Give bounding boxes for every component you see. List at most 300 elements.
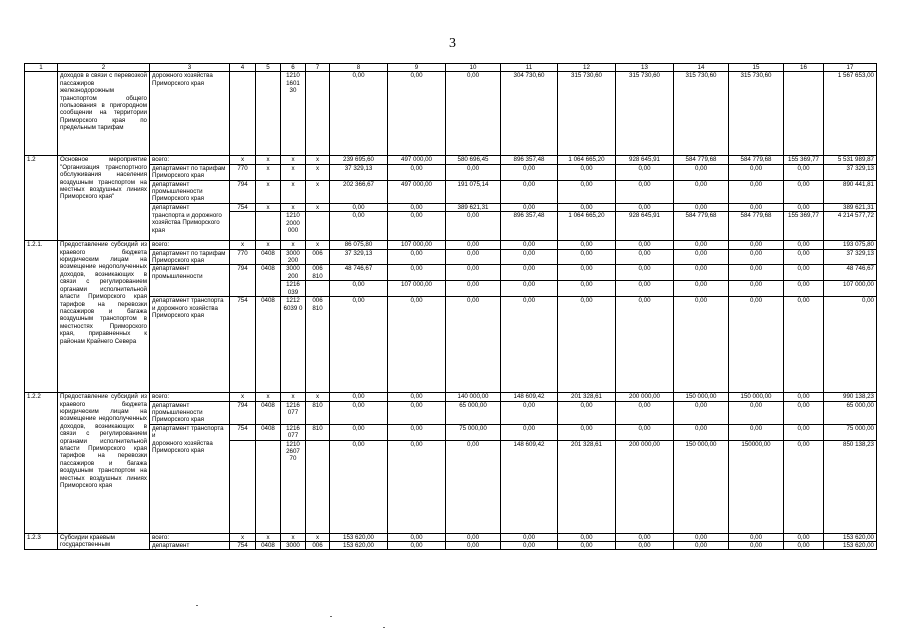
value-cell: 155 369,77 (784, 212, 824, 241)
header-cell: 14 (674, 64, 729, 72)
table-row (25, 72, 877, 156)
header-cell: 11 (501, 64, 558, 72)
value-cell: 0,00 (558, 401, 616, 424)
value-cell: 0,00 (388, 203, 446, 211)
value-cell: 0,00 (330, 393, 388, 401)
code-cell (256, 440, 281, 533)
header-cell: 5 (256, 64, 281, 72)
value-cell: 0,00 (729, 164, 784, 180)
value-cell: 0,00 (558, 424, 616, 440)
code-cell: x (306, 164, 330, 180)
value-cell: 0,00 (729, 180, 784, 203)
code-cell: x (230, 393, 256, 401)
code-cell: 1210 1601 30 (281, 72, 306, 156)
scan-speck (383, 627, 385, 628)
value-cell: 0,00 (616, 297, 674, 393)
total-cell: 153 620,00 (824, 541, 877, 549)
value-cell: 0,00 (616, 541, 674, 549)
table-row (25, 401, 877, 424)
code-cell: x (256, 533, 281, 541)
code-cell (230, 72, 256, 156)
value-cell: 0,00 (784, 424, 824, 440)
value-cell: 0,00 (674, 424, 729, 440)
value-cell: 0,00 (558, 249, 616, 265)
value-cell: 0,00 (616, 241, 674, 249)
department-cell: департамент (150, 203, 230, 211)
code-cell: x (230, 241, 256, 249)
header-cell: 9 (388, 64, 446, 72)
header-cell: 17 (824, 64, 877, 72)
column-number-header (25, 64, 877, 72)
value-cell: 37 329,13 (330, 164, 388, 180)
header-cell: 2 (58, 64, 150, 72)
value-cell: 0,00 (501, 203, 558, 211)
value-cell: 0,00 (616, 164, 674, 180)
value-cell: 153 620,00 (330, 541, 388, 549)
department-cell: всего: (150, 241, 230, 249)
code-cell (306, 440, 330, 533)
code-cell: x (306, 180, 330, 203)
code-cell: x (256, 180, 281, 203)
value-cell: 0,00 (558, 541, 616, 549)
value-cell: 0,00 (501, 297, 558, 393)
code-cell: 1216 077 (281, 401, 306, 424)
value-cell: 0,00 (388, 440, 446, 533)
table-row (25, 203, 877, 211)
value-cell: 0,00 (558, 164, 616, 180)
code-cell: x (306, 156, 330, 164)
value-cell: 928 645,91 (616, 212, 674, 241)
code-cell: 810 (306, 424, 330, 440)
code-cell (306, 72, 330, 156)
value-cell: 148 609,42 (501, 440, 558, 533)
value-cell: 0,00 (388, 541, 446, 549)
value-cell: 0,00 (501, 533, 558, 541)
code-cell: x (256, 241, 281, 249)
code-cell: 3000 200 (281, 249, 306, 265)
department-cell: департамент промышленности Приморского края (150, 180, 230, 203)
code-cell: 0408 (256, 265, 281, 297)
header-cell: 15 (729, 64, 784, 72)
value-cell: 0,00 (616, 203, 674, 211)
total-cell: 5 531 989,87 (824, 156, 877, 164)
total-cell: 890 441,81 (824, 180, 877, 203)
value-cell: 0,00 (674, 249, 729, 265)
department-cell: всего: (150, 533, 230, 541)
value-cell: 0,00 (729, 533, 784, 541)
code-cell: x (281, 393, 306, 401)
total-cell: 850 138,23 (824, 440, 877, 533)
value-cell: 0,00 (674, 401, 729, 424)
value-cell: 0,00 (729, 249, 784, 265)
code-cell: 006 810 (306, 297, 330, 393)
header-cell: 4 (230, 64, 256, 72)
code-cell: 754 (230, 203, 256, 211)
code-cell: 754 (230, 297, 256, 393)
value-cell: 1 064 665,20 (558, 212, 616, 241)
code-cell: 794 (230, 265, 256, 297)
value-cell: 107 000,00 (388, 281, 446, 297)
code-cell: x (306, 241, 330, 249)
item-number-cell: 1.2.2 (25, 393, 58, 533)
header-cell: 1 (25, 64, 58, 72)
department-cell: департамент по тарифам Приморского края (150, 164, 230, 180)
value-cell: 0,00 (330, 212, 388, 241)
value-cell: 0,00 (616, 180, 674, 203)
header-cell: 12 (558, 64, 616, 72)
code-cell: 0408 (256, 424, 281, 440)
code-cell: 810 (306, 401, 330, 424)
table-row (25, 265, 877, 281)
value-cell: 0,00 (501, 241, 558, 249)
value-cell: 0,00 (446, 533, 501, 541)
code-cell: x (230, 533, 256, 541)
value-cell: 0,00 (446, 164, 501, 180)
value-cell: 0,00 (446, 541, 501, 549)
value-cell: 150 000,00 (729, 393, 784, 401)
value-cell: 75 000,00 (446, 424, 501, 440)
value-cell: 201 328,61 (558, 393, 616, 401)
header-cell: 10 (446, 64, 501, 72)
value-cell: 315 730,60 (616, 72, 674, 156)
value-cell: 584 779,68 (729, 212, 784, 241)
value-cell: 0,00 (330, 297, 388, 393)
code-cell: 754 (230, 541, 256, 549)
table-row (25, 533, 877, 541)
value-cell: 0,00 (446, 265, 501, 281)
value-cell: 0,00 (558, 281, 616, 297)
code-cell: 1210 2000 000 (281, 212, 306, 241)
value-cell: 150000,00 (729, 440, 784, 533)
value-cell: 0,00 (501, 541, 558, 549)
value-cell: 148 609,42 (501, 393, 558, 401)
value-cell: 0,00 (446, 212, 501, 241)
value-cell: 0,00 (784, 249, 824, 265)
value-cell: 0,00 (729, 203, 784, 211)
value-cell: 0,00 (558, 265, 616, 281)
value-cell: 0,00 (446, 440, 501, 533)
value-cell: 0,00 (446, 297, 501, 393)
value-cell: 0,00 (388, 265, 446, 281)
header-cell: 7 (306, 64, 330, 72)
code-cell: x (306, 203, 330, 211)
code-cell: x (306, 533, 330, 541)
value-cell: 928 645,91 (616, 156, 674, 164)
department-cell: департамент транспорта и (150, 424, 230, 440)
code-cell: 794 (230, 180, 256, 203)
value-cell: 896 357,48 (501, 212, 558, 241)
budget-table (24, 63, 877, 550)
header-cell: 13 (616, 64, 674, 72)
value-cell: 0,00 (616, 249, 674, 265)
value-cell: 0,00 (501, 249, 558, 265)
value-cell: 0,00 (330, 72, 388, 156)
value-cell: 0,00 (558, 241, 616, 249)
value-cell: 584 779,68 (674, 212, 729, 241)
value-cell: 896 357,48 (501, 156, 558, 164)
value-cell: 0,00 (616, 265, 674, 281)
value-cell: 315 730,60 (729, 72, 784, 156)
code-cell: x (256, 164, 281, 180)
department-cell: транспорта и дорожного хозяйства Приморского края (150, 212, 230, 241)
value-cell: 497 000,00 (388, 180, 446, 203)
value-cell: 0,00 (501, 180, 558, 203)
value-cell: 0,00 (501, 401, 558, 424)
value-cell: 86 075,80 (330, 241, 388, 249)
code-cell: x (256, 203, 281, 211)
code-cell: 1216 039 (281, 281, 306, 297)
code-cell: 794 (230, 401, 256, 424)
code-cell: x (256, 156, 281, 164)
table-row (25, 249, 877, 265)
value-cell: 0,00 (616, 281, 674, 297)
value-cell: 0,00 (784, 393, 824, 401)
table-row (25, 440, 877, 533)
department-cell: дорожного хозяйства Приморского края (150, 72, 230, 156)
item-name-cell: Предоставление субсидий из краевого бюджета юридическим лицам на возмещение недополученных доходов, возникающих в связи с регулированием органами исполнительной власти Приморского края тарифов на перевозки пассажиров и багажа воздушным транспортом в местностях Приморского края, приравненных к районам Крайнего Севера (58, 241, 150, 393)
total-cell: 75 000,00 (824, 424, 877, 440)
table-row (25, 541, 877, 549)
value-cell: 202 366,67 (330, 180, 388, 203)
value-cell: 48 746,67 (330, 265, 388, 281)
value-cell: 0,00 (674, 180, 729, 203)
value-cell: 0,00 (784, 533, 824, 541)
value-cell: 0,00 (784, 265, 824, 281)
value-cell: 0,00 (674, 265, 729, 281)
value-cell: 0,00 (558, 533, 616, 541)
item-name-cell: Основное мероприятие "Организация транспортного обслуживания населения воздушным транспортом на местных воздушных линиях Приморского края" (58, 156, 150, 241)
value-cell: 0,00 (330, 401, 388, 424)
department-cell: департамент по тарифам Приморского края (150, 249, 230, 265)
value-cell: 497 000,00 (388, 156, 446, 164)
value-cell: 0,00 (784, 401, 824, 424)
value-cell: 0,00 (784, 297, 824, 393)
department-cell: департамент промышленности Приморского края (150, 401, 230, 424)
table-row (25, 297, 877, 393)
value-cell: 0,00 (616, 401, 674, 424)
item-name-cell: государственным (58, 541, 150, 549)
code-cell: x (281, 533, 306, 541)
value-cell (784, 72, 824, 156)
table-row (25, 180, 877, 203)
total-cell: 1 567 653,00 (824, 72, 877, 156)
value-cell: 0,00 (784, 541, 824, 549)
code-cell: 3000 200 (281, 265, 306, 281)
value-cell: 0,00 (729, 297, 784, 393)
scan-speck (196, 605, 198, 606)
value-cell: 0,00 (388, 424, 446, 440)
code-cell (230, 212, 256, 241)
code-cell: 0408 (256, 297, 281, 393)
code-cell: x (256, 393, 281, 401)
header-cell: 16 (784, 64, 824, 72)
value-cell: 0,00 (784, 203, 824, 211)
code-cell: 0408 (256, 541, 281, 549)
value-cell: 200 000,00 (616, 440, 674, 533)
value-cell: 0,00 (330, 440, 388, 533)
code-cell: 1216 077 (281, 424, 306, 440)
value-cell: 0,00 (501, 281, 558, 297)
code-cell: 006 (306, 249, 330, 265)
value-cell: 304 730,60 (501, 72, 558, 156)
table-row (25, 164, 877, 180)
header-cell: 3 (150, 64, 230, 72)
total-cell: 4 214 577,72 (824, 212, 877, 241)
value-cell: 0,00 (729, 241, 784, 249)
item-number-cell: 1.2 (25, 156, 58, 241)
value-cell: 315 730,60 (674, 72, 729, 156)
total-cell: 107 000,00 (824, 281, 877, 297)
code-cell (306, 212, 330, 241)
value-cell: 0,00 (729, 401, 784, 424)
code-cell: 0408 (256, 249, 281, 265)
code-cell: x (306, 393, 330, 401)
value-cell: 0,00 (674, 164, 729, 180)
total-cell: 65 000,00 (824, 401, 877, 424)
value-cell: 0,00 (388, 401, 446, 424)
value-cell: 0,00 (674, 281, 729, 297)
value-cell: 0,00 (501, 265, 558, 281)
department-cell: департамент транспорта и дорожного хозяйства Приморского края (150, 297, 230, 393)
value-cell: 153 620,00 (330, 533, 388, 541)
total-cell: 389 621,31 (824, 203, 877, 211)
code-cell: 0408 (256, 401, 281, 424)
value-cell: 0,00 (784, 281, 824, 297)
value-cell: 107 000,00 (388, 241, 446, 249)
table-row (25, 212, 877, 241)
item-name-cell: доходов в связи с перевозкой пассажиров железнодорожным транспортом общего пользования в пригородном сообщении на территории Приморского края по предельным тарифам (58, 72, 150, 156)
total-cell: 37 329,13 (824, 164, 877, 180)
code-cell (256, 72, 281, 156)
value-cell: 201 328,61 (558, 440, 616, 533)
scan-speck (330, 616, 332, 617)
value-cell: 65 000,00 (446, 401, 501, 424)
total-cell: 193 075,80 (824, 241, 877, 249)
table-row (25, 393, 877, 401)
value-cell: 0,00 (674, 541, 729, 549)
value-cell: 0,00 (674, 241, 729, 249)
department-cell: всего: (150, 393, 230, 401)
value-cell: 140 000,00 (446, 393, 501, 401)
value-cell: 0,00 (388, 393, 446, 401)
value-cell: 0,00 (729, 424, 784, 440)
item-name-cell: Субсидии краевым (58, 533, 150, 541)
code-cell: x (281, 203, 306, 211)
value-cell: 37 329,13 (330, 249, 388, 265)
table-row (25, 424, 877, 440)
total-cell: 48 746,67 (824, 265, 877, 281)
code-cell: 770 (230, 164, 256, 180)
value-cell: 0,00 (784, 241, 824, 249)
item-number-cell: 1.2.1. (25, 241, 58, 393)
value-cell: 1 064 665,20 (558, 156, 616, 164)
value-cell: 0,00 (446, 249, 501, 265)
value-cell: 0,00 (784, 180, 824, 203)
value-cell: 0,00 (330, 424, 388, 440)
value-cell: 0,00 (558, 203, 616, 211)
value-cell: 0,00 (558, 297, 616, 393)
value-cell: 0,00 (501, 164, 558, 180)
value-cell: 150 000,00 (674, 393, 729, 401)
value-cell: 0,00 (388, 72, 446, 156)
value-cell: 0,00 (330, 281, 388, 297)
department-cell: всего: (150, 156, 230, 164)
code-cell: x (281, 164, 306, 180)
item-number-cell (25, 72, 58, 156)
total-cell: 990 138,23 (824, 393, 877, 401)
table-row (25, 241, 877, 249)
value-cell: 0,00 (729, 541, 784, 549)
value-cell: 0,00 (674, 297, 729, 393)
code-cell: 1210 2607 70 (281, 440, 306, 533)
total-cell: 37 329,13 (824, 249, 877, 265)
value-cell: 150 000,00 (674, 440, 729, 533)
code-cell: x (281, 241, 306, 249)
value-cell: 0,00 (674, 533, 729, 541)
value-cell: 0,00 (558, 180, 616, 203)
value-cell: 200 000,00 (616, 393, 674, 401)
value-cell: 0,00 (674, 203, 729, 211)
value-cell: 0,00 (446, 281, 501, 297)
code-cell: x (281, 156, 306, 164)
code-cell: 754 (230, 424, 256, 440)
code-cell: 770 (230, 249, 256, 265)
value-cell: 0,00 (388, 297, 446, 393)
value-cell: 0,00 (446, 241, 501, 249)
value-cell: 0,00 (616, 424, 674, 440)
code-cell: 006 (306, 541, 330, 549)
page-number: 3 (449, 36, 456, 51)
value-cell: 0,00 (729, 281, 784, 297)
code-cell: 1212 6039 0 (281, 297, 306, 393)
value-cell: 155 369,77 (784, 156, 824, 164)
code-cell (256, 212, 281, 241)
department-cell: департамент промышленности (150, 265, 230, 297)
value-cell: 584 779,68 (729, 156, 784, 164)
code-cell (230, 440, 256, 533)
value-cell: 0,00 (388, 249, 446, 265)
code-cell: 3000 (281, 541, 306, 549)
code-cell: x (230, 156, 256, 164)
value-cell: 0,00 (330, 203, 388, 211)
value-cell: 0,00 (784, 440, 824, 533)
value-cell: 0,00 (616, 533, 674, 541)
value-cell: 584 779,68 (674, 156, 729, 164)
item-name-cell: Предоставление субсидий из краевого бюджета юридическим лицам на возмещение недополученных доходов, возникающих в связи с регулированием органами исполнительной власти Приморского края тарифов на перевозки пассажиров и багажа воздушным транспортом на местных воздушных линиях Приморского края (58, 393, 150, 533)
value-cell: 315 730,60 (558, 72, 616, 156)
value-cell: 0,00 (388, 212, 446, 241)
header-cell: 8 (330, 64, 388, 72)
value-cell: 0,00 (388, 533, 446, 541)
value-cell: 0,00 (729, 265, 784, 281)
header-cell: 6 (281, 64, 306, 72)
item-number-cell: 1.2.3 (25, 533, 58, 550)
table-row (25, 156, 877, 164)
total-cell: 153 620,00 (824, 533, 877, 541)
department-cell: департамент (150, 541, 230, 549)
value-cell: 0,00 (446, 72, 501, 156)
code-cell: 006 810 (306, 265, 330, 281)
value-cell: 0,00 (784, 164, 824, 180)
value-cell: 191 075,14 (446, 180, 501, 203)
value-cell: 389 621,31 (446, 203, 501, 211)
department-cell: дорожного хозяйства Приморского края (150, 440, 230, 533)
value-cell: 0,00 (501, 424, 558, 440)
code-cell (306, 281, 330, 297)
value-cell: 239 695,60 (330, 156, 388, 164)
total-cell: 0,00 (824, 297, 877, 393)
value-cell: 0,00 (388, 164, 446, 180)
